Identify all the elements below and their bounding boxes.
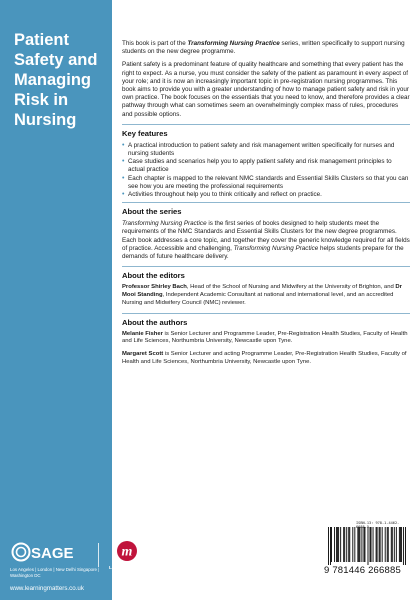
barcode-bar xyxy=(348,527,349,562)
barcode-bar xyxy=(364,527,365,562)
barcode-bar xyxy=(394,527,395,562)
barcode-bar xyxy=(376,527,377,562)
key-features-heading: Key features xyxy=(122,128,168,138)
section-divider xyxy=(122,202,410,203)
barcode-bar xyxy=(382,527,383,562)
barcode-bar xyxy=(330,527,331,565)
intro-text: This book is part of the xyxy=(122,40,188,47)
barcode-bar xyxy=(391,527,392,562)
isbn-number: 9 781446 266885 xyxy=(324,565,401,576)
author-name: Melanie Fisher xyxy=(122,330,163,337)
about-editors-heading: About the editors xyxy=(122,271,185,281)
editor-text: , Independent Academic Consultant at national and international level, and an accredited Nursing and Midwifery Council (NMC) reviewer. xyxy=(122,292,394,306)
list-item: • Case studies and scenarios help you to apply patient safety and risk management principles to actual practice xyxy=(122,158,410,174)
series-text: helps students prepare for the demands of future healthcare delivery. xyxy=(122,244,404,261)
barcode-bar xyxy=(361,527,362,562)
book-title xyxy=(14,30,110,130)
intro-text: series, written specifically to support nursing students on the new degree programme. xyxy=(122,40,405,56)
about-authors-heading: About the authors xyxy=(122,317,188,327)
intro-paragraph-1 xyxy=(122,40,410,56)
barcode-bar xyxy=(358,527,359,562)
barcode-bar xyxy=(337,527,338,562)
barcode-bar xyxy=(340,527,341,562)
author-paragraph xyxy=(122,331,410,347)
isbn-label: ISBN-13: 978-1-4462-6688-5 xyxy=(356,521,400,529)
barcode-bar xyxy=(403,527,404,565)
series-name: Transforming Nursing Practice xyxy=(233,244,319,252)
back-cover-text xyxy=(122,40,410,372)
barcode-bar xyxy=(371,527,372,562)
series-text: is the first series of books designed to help students meet the requirements of the NMC Standards and Essential Skills Clusters for the new degree programmes. Each book addresses a core topic, and together they cover the generic knowledge required for all fields of practice. Accessible and challenging, xyxy=(122,220,410,252)
list-item: • Activities throughout help you to think critically and reflect on practice. xyxy=(122,191,410,199)
author-name: Margaret Scott xyxy=(122,351,164,358)
barcode-bar xyxy=(392,527,393,562)
barcode-bar xyxy=(379,527,380,562)
barcode-icon xyxy=(328,527,406,565)
book-title-line: Safety and xyxy=(14,51,98,69)
book-title-line: Managing xyxy=(14,71,91,89)
barcode-bar xyxy=(331,527,332,562)
barcode-bar xyxy=(380,527,381,562)
barcode-bar xyxy=(400,527,401,562)
barcode-bar xyxy=(363,527,364,562)
barcode-bar xyxy=(377,527,378,562)
barcode-bar xyxy=(373,527,374,562)
about-editors-paragraph xyxy=(122,284,410,307)
intro-paragraph-2: Patient safety is a predominant feature of quality healthcare and something that every patient has the right to expect. As a nurse, you must consider the safety of the patient as paramount in every aspect of your role; and it is now an increasingly important topic in pre-registration nursing programmes. This book aims to provide you with a greater understanding of how to manage patient safety and risk in your own practice. The book focuses on the essentials that you need to know, and therefore provides a clear pathway through what can sometimes seem an overwhelmingly complex mass of rules, procedures and possible options. xyxy=(122,61,410,118)
about-series-paragraph xyxy=(122,220,410,261)
book-title-line: Patient xyxy=(14,31,70,49)
barcode-bar xyxy=(401,527,402,562)
barcode-bar xyxy=(357,527,358,562)
author-paragraph xyxy=(122,351,410,367)
author-text: is Senior Lecturer and acting Programme Leader, Pre-Registration Health Studies, Faculty of Health and Life Sciences, Northumbria University, Newcastle upon Tyne. xyxy=(122,351,407,366)
isbn-barcode xyxy=(318,519,409,578)
barcode-bar xyxy=(338,527,339,562)
sidebar-panel xyxy=(0,0,112,600)
list-item: • A practical introduction to patient safety and risk management written specifically for nurses and nursing students xyxy=(122,142,410,158)
series-name: Transforming Nursing Practice xyxy=(187,40,280,47)
key-features-list xyxy=(122,142,410,199)
sage-wordmark: SAGE xyxy=(31,545,74,562)
learning-matters-mark: m xyxy=(121,544,133,560)
barcode-bar xyxy=(343,527,344,562)
section-divider xyxy=(122,124,410,125)
author-text: is Senior Lecturer and Programme Leader, Pre-Registration Health Studies, Faculty of Health and Life Sciences, Northumbria University, Newcastle upon Tyne. xyxy=(122,330,408,345)
barcode-bar xyxy=(396,527,397,562)
barcode-bar xyxy=(359,527,360,562)
barcode-bar xyxy=(388,527,389,562)
barcode-bar xyxy=(385,527,386,562)
barcode-bar xyxy=(387,527,388,562)
barcode-bar xyxy=(368,527,369,565)
logo-divider xyxy=(98,543,99,567)
editor-name: Professor Shirley Bach xyxy=(122,284,187,291)
barcode-bar xyxy=(352,527,353,562)
editor-text: , Head of the School of Nursing and Midwifery at the University of Brighton, and xyxy=(186,284,396,291)
barcode-bar xyxy=(344,527,345,562)
book-title-line: Nursing xyxy=(14,111,77,129)
publisher-cities: Los Angeles | London | New Delhi Singapore | Washington DC xyxy=(10,567,100,578)
about-series-heading: About the series xyxy=(122,207,182,217)
section-divider xyxy=(122,266,410,267)
barcode-bar xyxy=(349,527,350,562)
section-divider xyxy=(122,313,410,314)
barcode-bar xyxy=(334,527,335,562)
barcode-bar xyxy=(336,527,337,562)
series-name: Transforming Nursing Practice xyxy=(122,220,207,228)
editor-name: Dr Mooi Standing xyxy=(122,284,402,299)
learning-matters-logo-icon xyxy=(108,540,146,568)
barcode-bar xyxy=(346,527,347,562)
list-item: • Each chapter is mapped to the relevant NMC standards and Essential Skills Clusters so that you can see how you are meeting the professional requirements xyxy=(122,175,410,191)
sage-logo-icon xyxy=(11,541,97,563)
publisher-url[interactable]: www.learningmatters.co.uk xyxy=(10,585,84,592)
barcode-bar xyxy=(328,527,329,565)
barcode-bar xyxy=(405,527,406,565)
learning-matters-label: LearningMatters xyxy=(109,566,147,571)
barcode-bar xyxy=(370,527,371,562)
barcode-bar xyxy=(399,527,400,562)
book-title-line: Risk in xyxy=(14,91,69,109)
barcode-bar xyxy=(354,527,355,562)
